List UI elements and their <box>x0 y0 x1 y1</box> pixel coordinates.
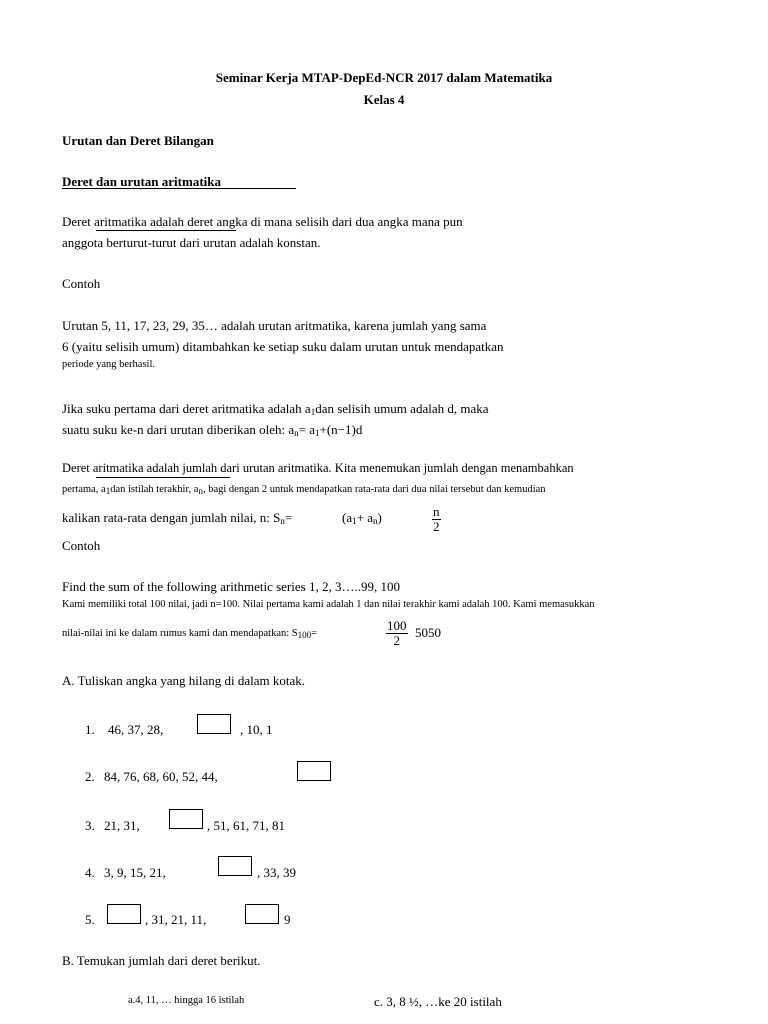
nth-term-line-1: Jika suku pertama dari deret aritmatika adalah $a_1dan$ selisih umum adalah d, maka <box>62 401 489 417</box>
part-a-item-3-sequence: 21, 31, <box>104 818 140 833</box>
sum-formula-paren: $(a_1+ a_n)$ <box>342 510 382 526</box>
part-a-item-4-number: 4. <box>85 865 95 880</box>
part-a-item-3-number: 3. <box>85 818 95 833</box>
part-a-item-5-sequence: , 31, 21, 11, <box>145 912 207 927</box>
example2-line-3: nilai-nilai ini ke dalam rumus kami dan mendapatkan: $S_{100}=$ <box>62 628 318 640</box>
grade-label: Kelas 4 <box>363 92 405 107</box>
answer-box-2[interactable] <box>297 761 331 781</box>
part-a-item-4-rest: , 33, 39 <box>257 865 296 880</box>
example2-fraction: $\frac{100}{2}$ <box>387 618 407 648</box>
part-a-item-1-sequence: 46, 37, 28, <box>108 722 164 737</box>
series-def-line-1: Deret aritmatika adalah jumlah dari urutan aritmatika. Kita menemukan jumlah dengan menambahkan <box>62 461 574 475</box>
definition-line-2: anggota berturut-turut dari urutan adalah konstan. <box>62 235 321 250</box>
topic-heading: Urutan dan Deret Bilangan <box>62 133 214 148</box>
definition-line-1: Deret aritmatika adalah deret angka di mana selisih dari dua angka mana pun <box>62 214 463 229</box>
part-a-item-5-rest: 9 <box>284 912 291 927</box>
part-a-item-1-number: 1. <box>85 722 95 737</box>
example1-line-2: 6 (yaitu selisih umum) ditambahkan ke setiap suku dalam urutan untuk mendapatkan <box>62 339 504 354</box>
example2-line-2: Kami memiliki total 100 nilai, jadi n=100. Nilai pertama kami adalah 1 dan nilai terakhir kami adalah 100. Kami memasukkan <box>62 599 595 610</box>
part-a-item-3-rest: , 51, 61, 71, 81 <box>207 818 285 833</box>
answer-box-5b[interactable] <box>245 904 279 924</box>
part-a-item-1-rest: , 10, 1 <box>240 722 273 737</box>
nth-term-formula: suatu suku ke-n dari urutan diberikan oleh: $a_n= a_1+(n-1)d$ <box>62 422 363 438</box>
example2-line-1: Find the sum of the following arithmetic series 1, 2, 3…..99, 100 <box>62 579 400 594</box>
example1-line-1: Urutan 5, 11, 17, 23, 29, 35… adalah urutan aritmatika, karena jumlah yang sama <box>62 318 487 333</box>
example2-result: 5050 <box>415 625 441 640</box>
section-title-underline <box>62 188 296 189</box>
series-def-line-3: kalikan rata-rata dengan jumlah nilai, n: $S_n=$ <box>62 510 293 526</box>
part-a-instruction: A. Tuliskan angka yang hilang di dalam kotak. <box>62 673 306 688</box>
answer-box-1[interactable] <box>197 714 231 734</box>
example1-line-3: periode yang berhasil. <box>62 359 156 370</box>
example-label-1: Contoh <box>62 276 101 291</box>
series-def-line-2: pertama, $a_1dan$ istilah terakhir, $a_n$, bagi dengan 2 untuk mendapatkan rata-rata dari dua nilai tersebut dan kemudian <box>62 484 546 496</box>
part-a-item-2-number: 2. <box>85 769 95 784</box>
answer-box-4[interactable] <box>218 856 252 876</box>
part-b-item-a: a.4, 11, … hingga 16 istilah <box>128 995 245 1006</box>
part-a-item-2-sequence: 84, 76, 68, 60, 52, 44, <box>104 769 218 784</box>
answer-box-5a[interactable] <box>107 904 141 924</box>
series-def-underline <box>96 477 230 478</box>
section-title: Deret dan urutan aritmatika <box>62 174 222 189</box>
part-a-item-5-number: 5. <box>85 912 95 927</box>
example-label-2: Contoh <box>62 538 101 553</box>
document-title: Seminar Kerja MTAP-DepEd-NCR 2017 dalam Matematika <box>215 70 553 85</box>
part-b-item-c: c. 3, 8 ½, …ke 20 istilah <box>374 994 502 1009</box>
answer-box-3[interactable] <box>169 809 203 829</box>
part-a-item-4-sequence: 3, 9, 15, 21, <box>104 865 166 880</box>
sum-formula-fraction: $\frac{n}{2}$ <box>433 504 440 534</box>
part-b-instruction: B. Temukan jumlah dari deret berikut. <box>62 953 261 968</box>
definition-underline <box>96 230 236 231</box>
